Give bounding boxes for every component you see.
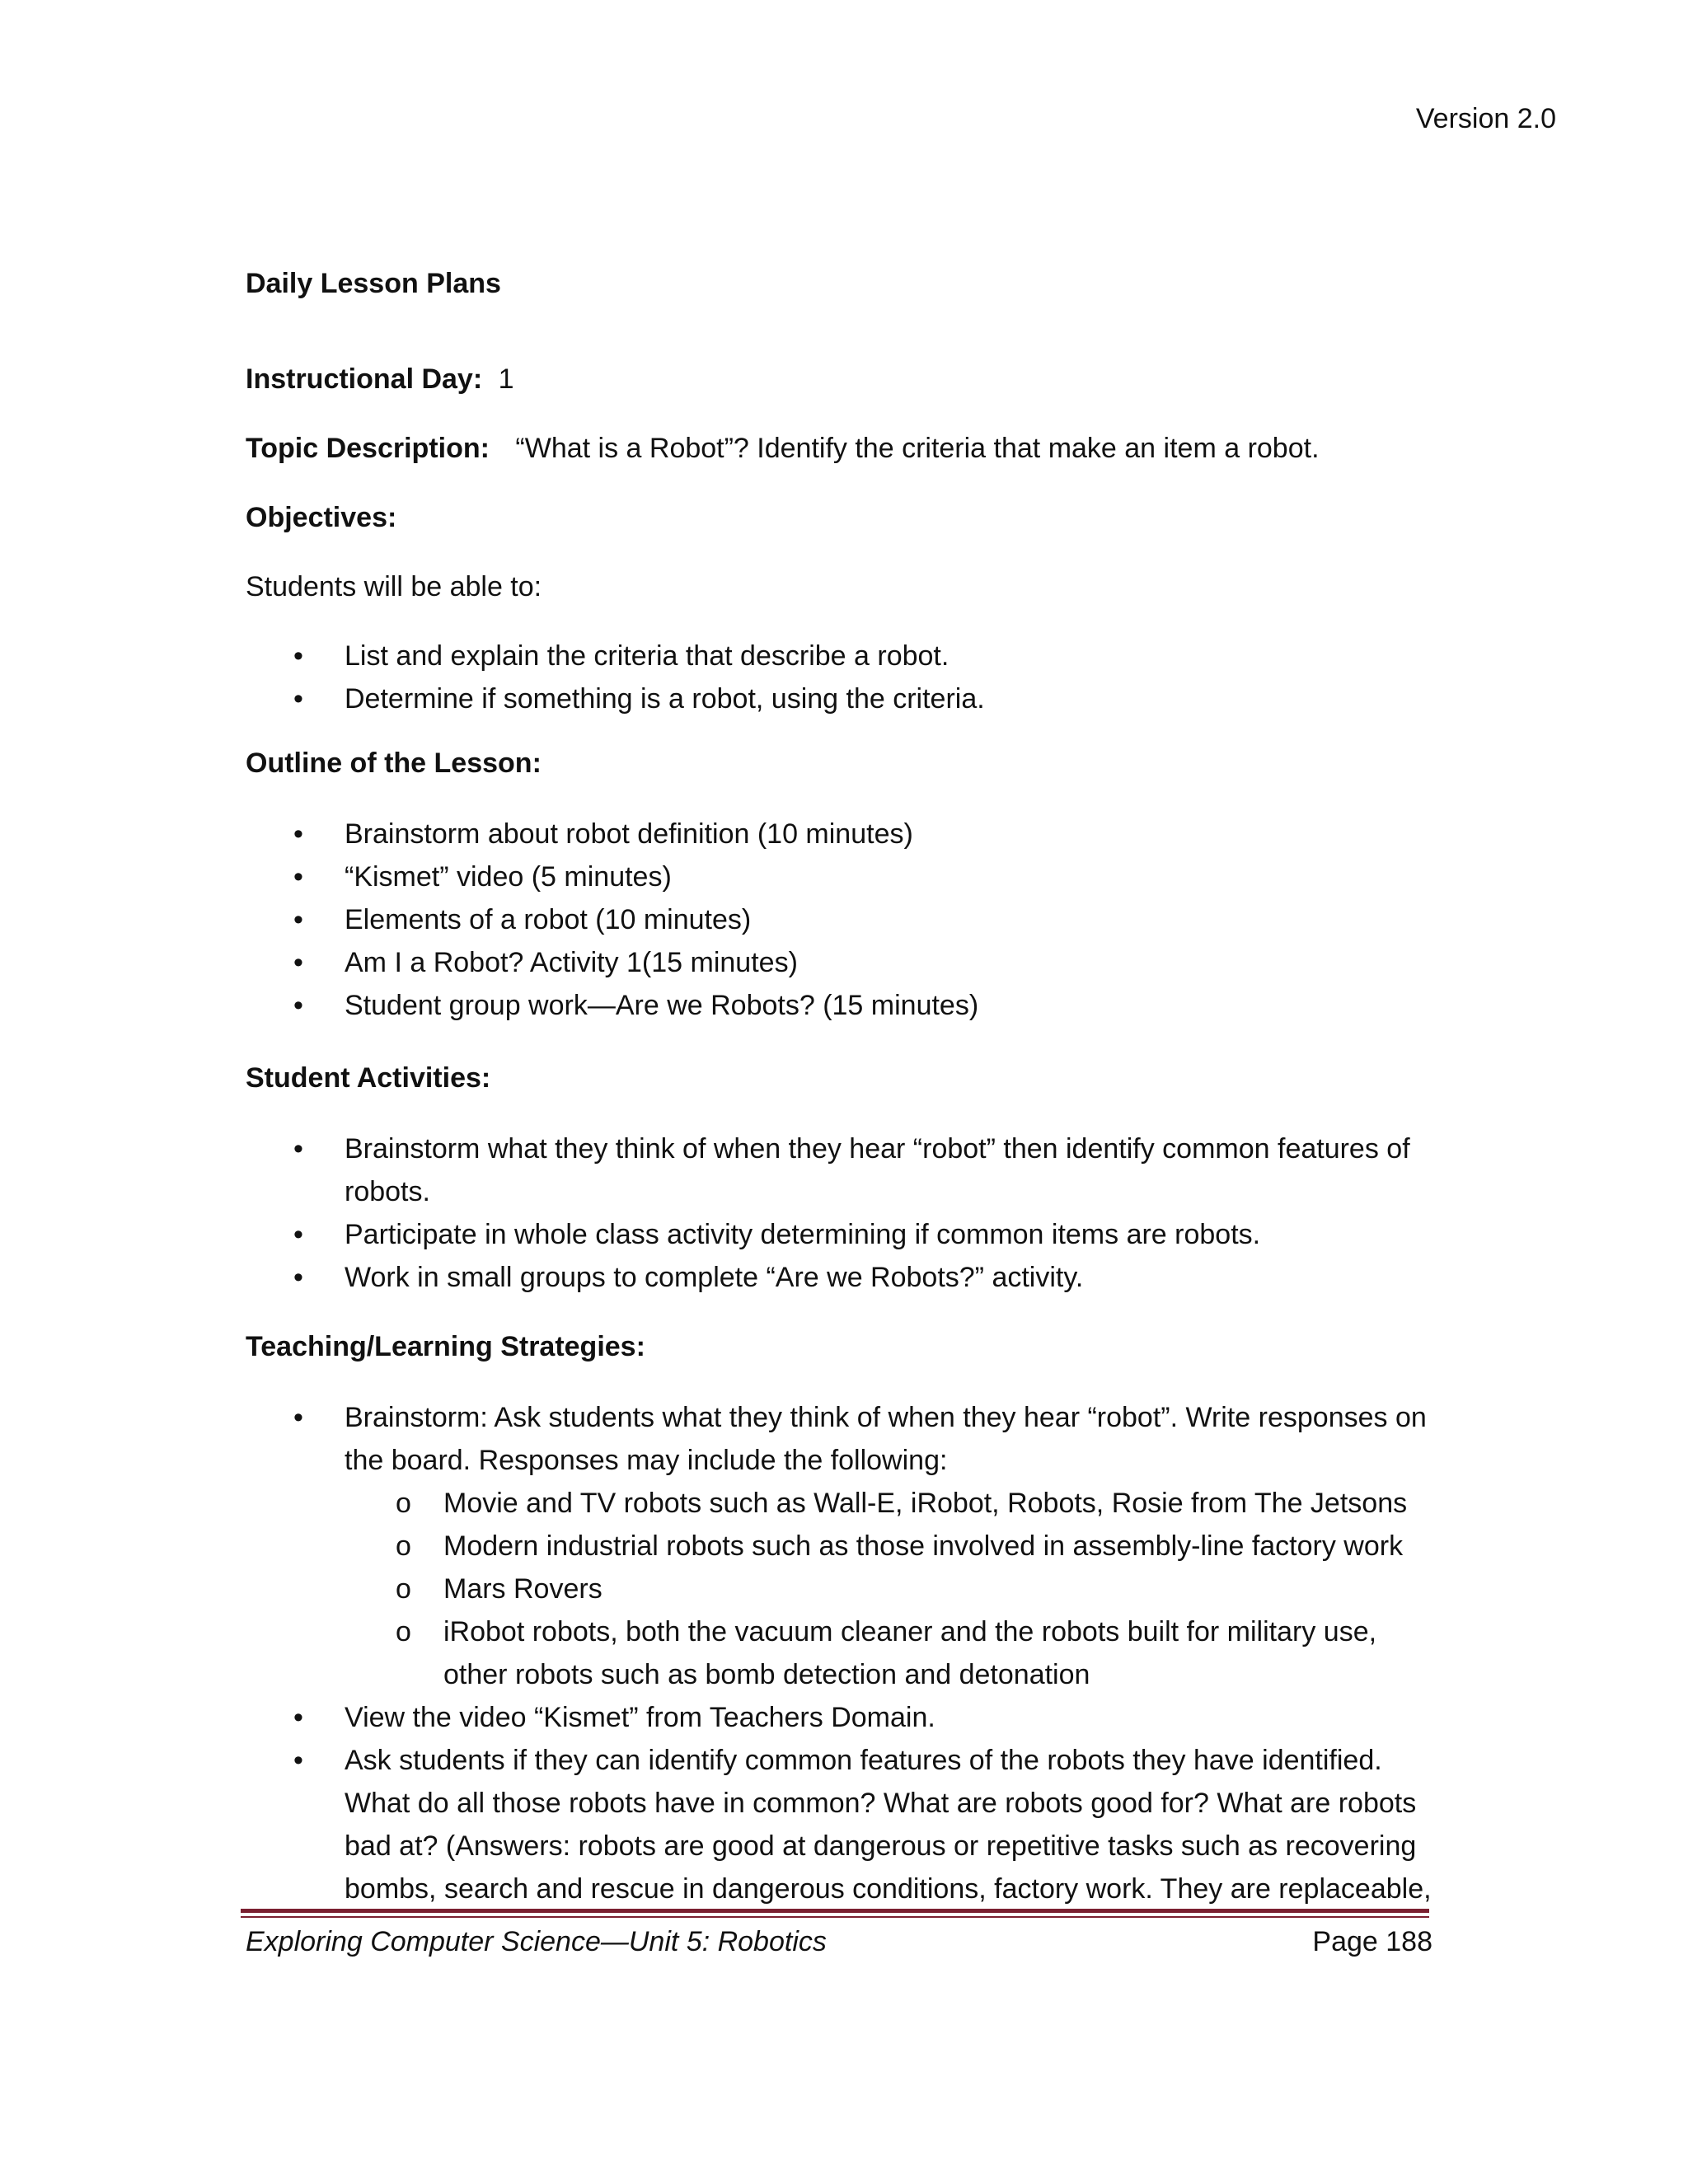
activities-heading-block: [246, 1057, 1432, 1099]
list-item: • Work in small groups to complete “Are we Robots?” activity.: [246, 1256, 1432, 1299]
instructional-day-line: [246, 358, 1432, 401]
sub-list-item: o Movie and TV robots such as Wall-E, iRobot, Robots, Rosie from The Jetsons: [345, 1482, 1432, 1525]
instructional-day-value: 1: [498, 363, 514, 395]
list-item: • Participate in whole class activity determining if common items are robots.: [246, 1213, 1432, 1256]
footer-rule-thin: [241, 1916, 1429, 1918]
footer-rule-thick: [241, 1909, 1429, 1913]
sub-list-item: o Mars Rovers: [345, 1568, 1432, 1610]
list-item: • Elements of a robot (10 minutes): [246, 898, 1432, 941]
outline-list: [246, 813, 1432, 1027]
strategies-list: [246, 1396, 1432, 1910]
activities-list-block: [246, 1127, 1432, 1299]
topic-value: “What is a Robot”? Identify the criteria that make an item a robot.: [515, 433, 1320, 464]
instructional-day-label: Instructional Day:: [246, 363, 483, 395]
objectives-intro-block: [246, 565, 1432, 608]
list-item: • Brainstorm what they think of when they hear “robot” then identify common features of robots.: [246, 1127, 1432, 1213]
strategies-list-block: [246, 1396, 1432, 1910]
topic-label: Topic Description:: [246, 433, 490, 464]
activities-heading: Student Activities:: [246, 1062, 491, 1094]
outline-heading: Outline of the Lesson:: [246, 748, 542, 779]
outline-heading-block: [246, 742, 1432, 785]
objectives-list: [246, 635, 1432, 720]
list-item: • Ask students if they can identify common features of the robots they have identified. What do all those robots have in common? What are robots good for? What are robots bad at? (Answers: robots are good at dangerous or repetitive tasks such as recovering bombs, search and rescue in dangerous conditions, factory work. They are replaceable,: [246, 1739, 1432, 1910]
list-item: [246, 1396, 1432, 1696]
strategies-heading-block: [246, 1325, 1432, 1368]
objectives-list-block: [246, 635, 1432, 720]
objectives-intro: Students will be able to:: [246, 571, 542, 602]
sub-list-item: o iRobot robots, both the vacuum cleaner and the robots built for military use, other robots such as bomb detection and detonation: [345, 1610, 1432, 1696]
list-item: • List and explain the criteria that describe a robot.: [246, 635, 1432, 677]
page-title-text: Daily Lesson Plans: [246, 268, 501, 299]
outline-list-block: [246, 813, 1432, 1027]
sub-list-item: o Modern industrial robots such as those involved in assembly-line factory work: [345, 1525, 1432, 1568]
page-title: [246, 262, 1432, 305]
list-item: • View the video “Kismet” from Teachers Domain.: [246, 1696, 1432, 1739]
list-item: • “Kismet” video (5 minutes): [246, 855, 1432, 898]
version-label: Version 2.0: [1415, 103, 1556, 134]
brainstorm-sub-list: [345, 1482, 1432, 1696]
activities-list: [246, 1127, 1432, 1299]
footer-page-number: Page 188: [1312, 1926, 1432, 1957]
topic-line: [246, 427, 1432, 470]
list-item: • Determine if something is a robot, using the criteria.: [246, 677, 1432, 720]
list-item: • Am I a Robot? Activity 1(15 minutes): [246, 941, 1432, 984]
footer-course-title: Exploring Computer Science—Unit 5: Robotics: [246, 1926, 827, 1957]
list-item: • Brainstorm about robot definition (10 minutes): [246, 813, 1432, 855]
list-item: • Student group work—Are we Robots? (15 minutes): [246, 984, 1432, 1027]
strategies-heading: Teaching/Learning Strategies:: [246, 1331, 645, 1362]
objectives-heading-block: [246, 496, 1432, 539]
objectives-heading: Objectives:: [246, 502, 397, 533]
strategy-brainstorm-text: Brainstorm: Ask students what they think of when they hear “robot”. Write responses on the board. Responses may include the following:: [345, 1402, 1427, 1476]
